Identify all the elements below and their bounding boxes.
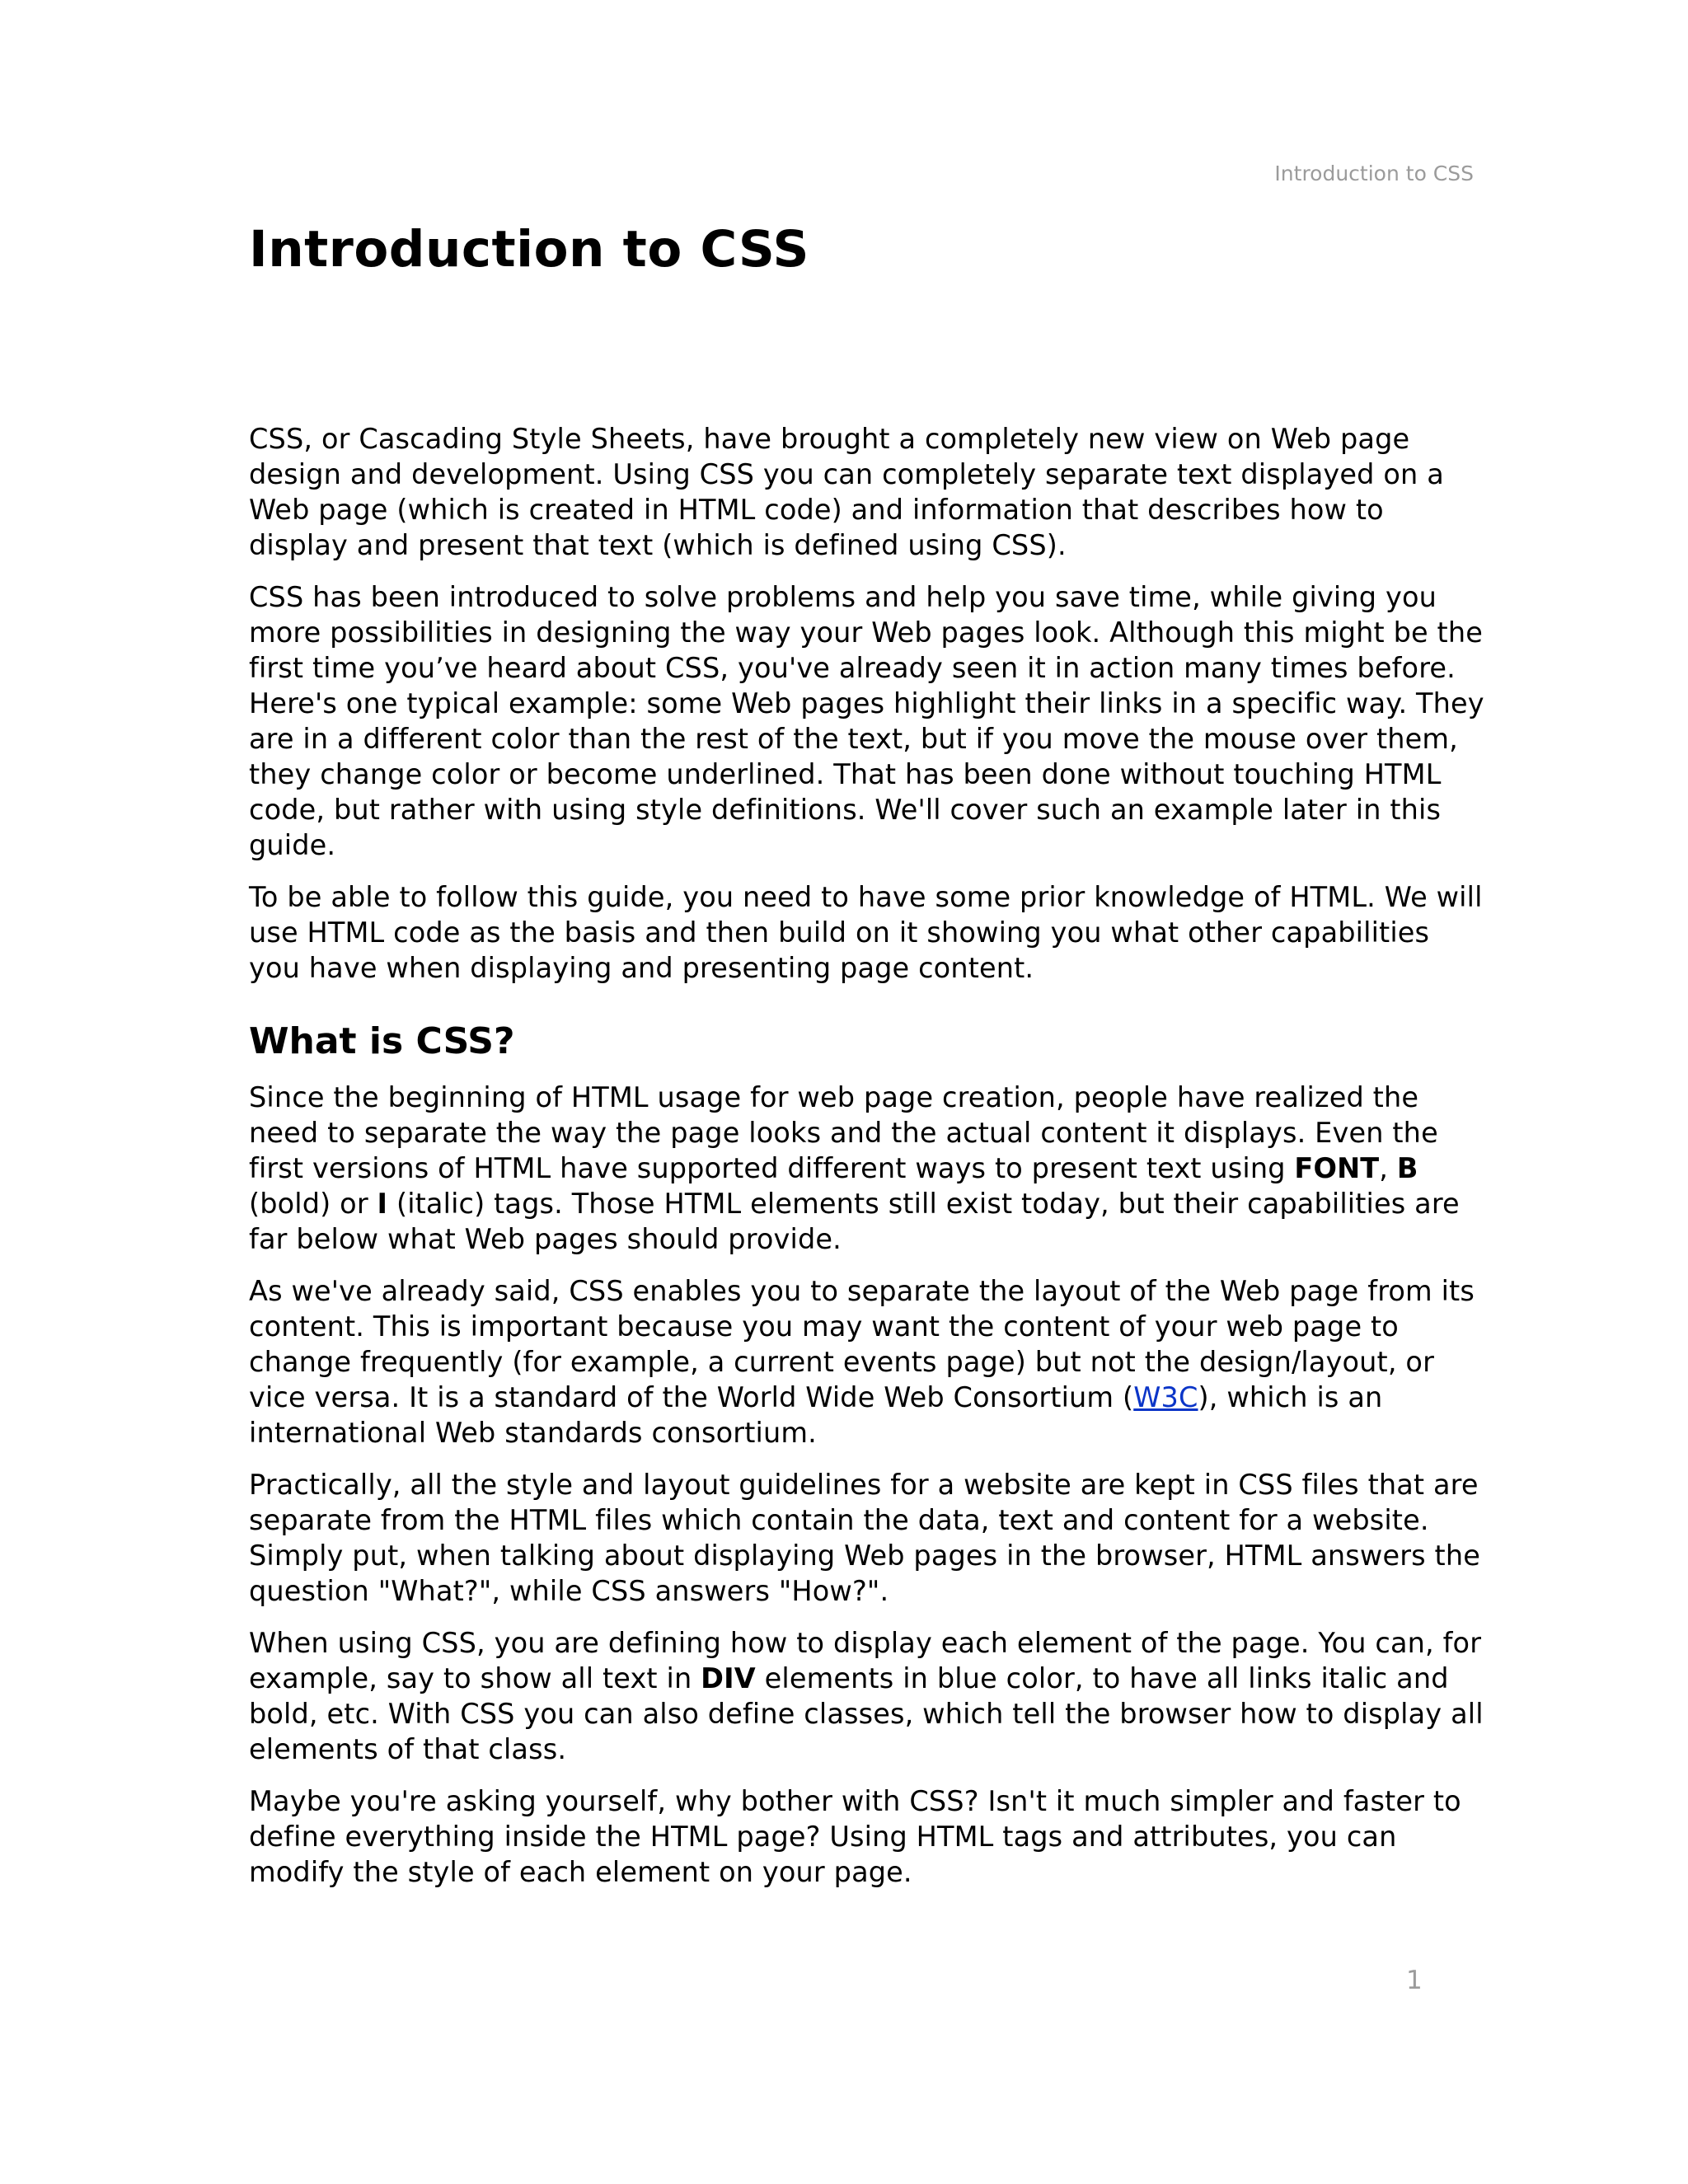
text-segment: Since the beginning of HTML usage for web page creation, people have realized the need to separate the way the page looks and the actual content it displays. Even the first versions of HTML have supported different ways to present text using	[249, 1081, 1438, 1184]
intro-paragraph-3: To be able to follow this guide, you need to have some prior knowledge of HTML. We will use HTML code as the basis and then build on it showing you what other capabilities you have when displaying and presenting page content.	[249, 881, 1483, 984]
running-header: Introduction to CSS	[1274, 162, 1474, 185]
text-segment: (italic) tags. Those HTML elements still exist today, but their capabilities are far below what Web pages should provide.	[249, 1188, 1460, 1255]
bold-div-tag: DIV	[701, 1662, 756, 1694]
bold-font-tag: FONT	[1294, 1152, 1380, 1184]
page-content	[249, 214, 1485, 1906]
section-heading-what-is-css: What is CSS?	[249, 1020, 515, 1062]
text-segment: When using CSS, you are defining how to display each element of the page. You can, for example, say to show all text in	[249, 1627, 1482, 1694]
what-is-css-paragraph-5: Maybe you're asking yourself, why bother with CSS? Isn't it much simpler and faster to define everything inside the HTML page? Using HTML tags and attributes, you can modify the style of each element on your page.	[249, 1785, 1461, 1888]
intro-section	[249, 421, 1485, 986]
text-segment: ,	[1379, 1152, 1397, 1184]
text-segment: elements in blue color, to have all links italic and bold, etc. With CSS you can also define classes, which tell the browser how to display all elements of that class.	[249, 1662, 1484, 1765]
bold-b-tag: B	[1396, 1152, 1418, 1184]
w3c-link[interactable]: W3C	[1133, 1381, 1198, 1413]
page-number: 1	[1406, 1966, 1423, 1995]
page-title: Introduction to CSS	[249, 220, 809, 279]
text-segment: (bold) or	[249, 1188, 377, 1220]
intro-paragraph-2: CSS has been introduced to solve problems and help you save time, while giving you more possibilities in designing the way your Web pages look. Although this might be the first time you’ve heard about CSS, you've already seen it in action many times before. Here's one typical example: some Web pages highlight their links in a specific way. They are in a different color than the rest of the text, but if you move the mouse over them, they change color or become underlined. That has been done without touching HTML code, but rather with using style definitions. We'll cover such an example later in this guide.	[249, 581, 1484, 861]
text-segment: ), which is an international Web standards consortium.	[249, 1381, 1383, 1449]
intro-paragraph-1: CSS, or Cascading Style Sheets, have brought a completely new view on Web page design and development. Using CSS you can completely separate text displayed on a Web page (which is created in HTML code) and information that describes how to display and present that text (which is defined using CSS).	[249, 423, 1444, 561]
text-segment: As we've already said, CSS enables you to separate the layout of the Web page from its content. This is important because you may want the content of your web page to change frequently (for example, a current events page) but not the design/layout, or vice versa. It is a standard of the World Wide Web Consortium (	[249, 1275, 1475, 1413]
what-is-css-paragraph-3: Practically, all the style and layout guidelines for a website are kept in CSS files that are separate from the HTML files which contain the data, text and content for a website. Simply put, when talking about displaying Web pages in the browser, HTML answers the question "What?", while CSS answers "How?".	[249, 1469, 1480, 1607]
bold-i-tag: I	[377, 1188, 388, 1220]
what-is-css-paragraph-4	[249, 1625, 1485, 1767]
what-is-css-paragraph-2	[249, 1273, 1485, 1451]
what-is-css-paragraph-1	[249, 1080, 1485, 1257]
